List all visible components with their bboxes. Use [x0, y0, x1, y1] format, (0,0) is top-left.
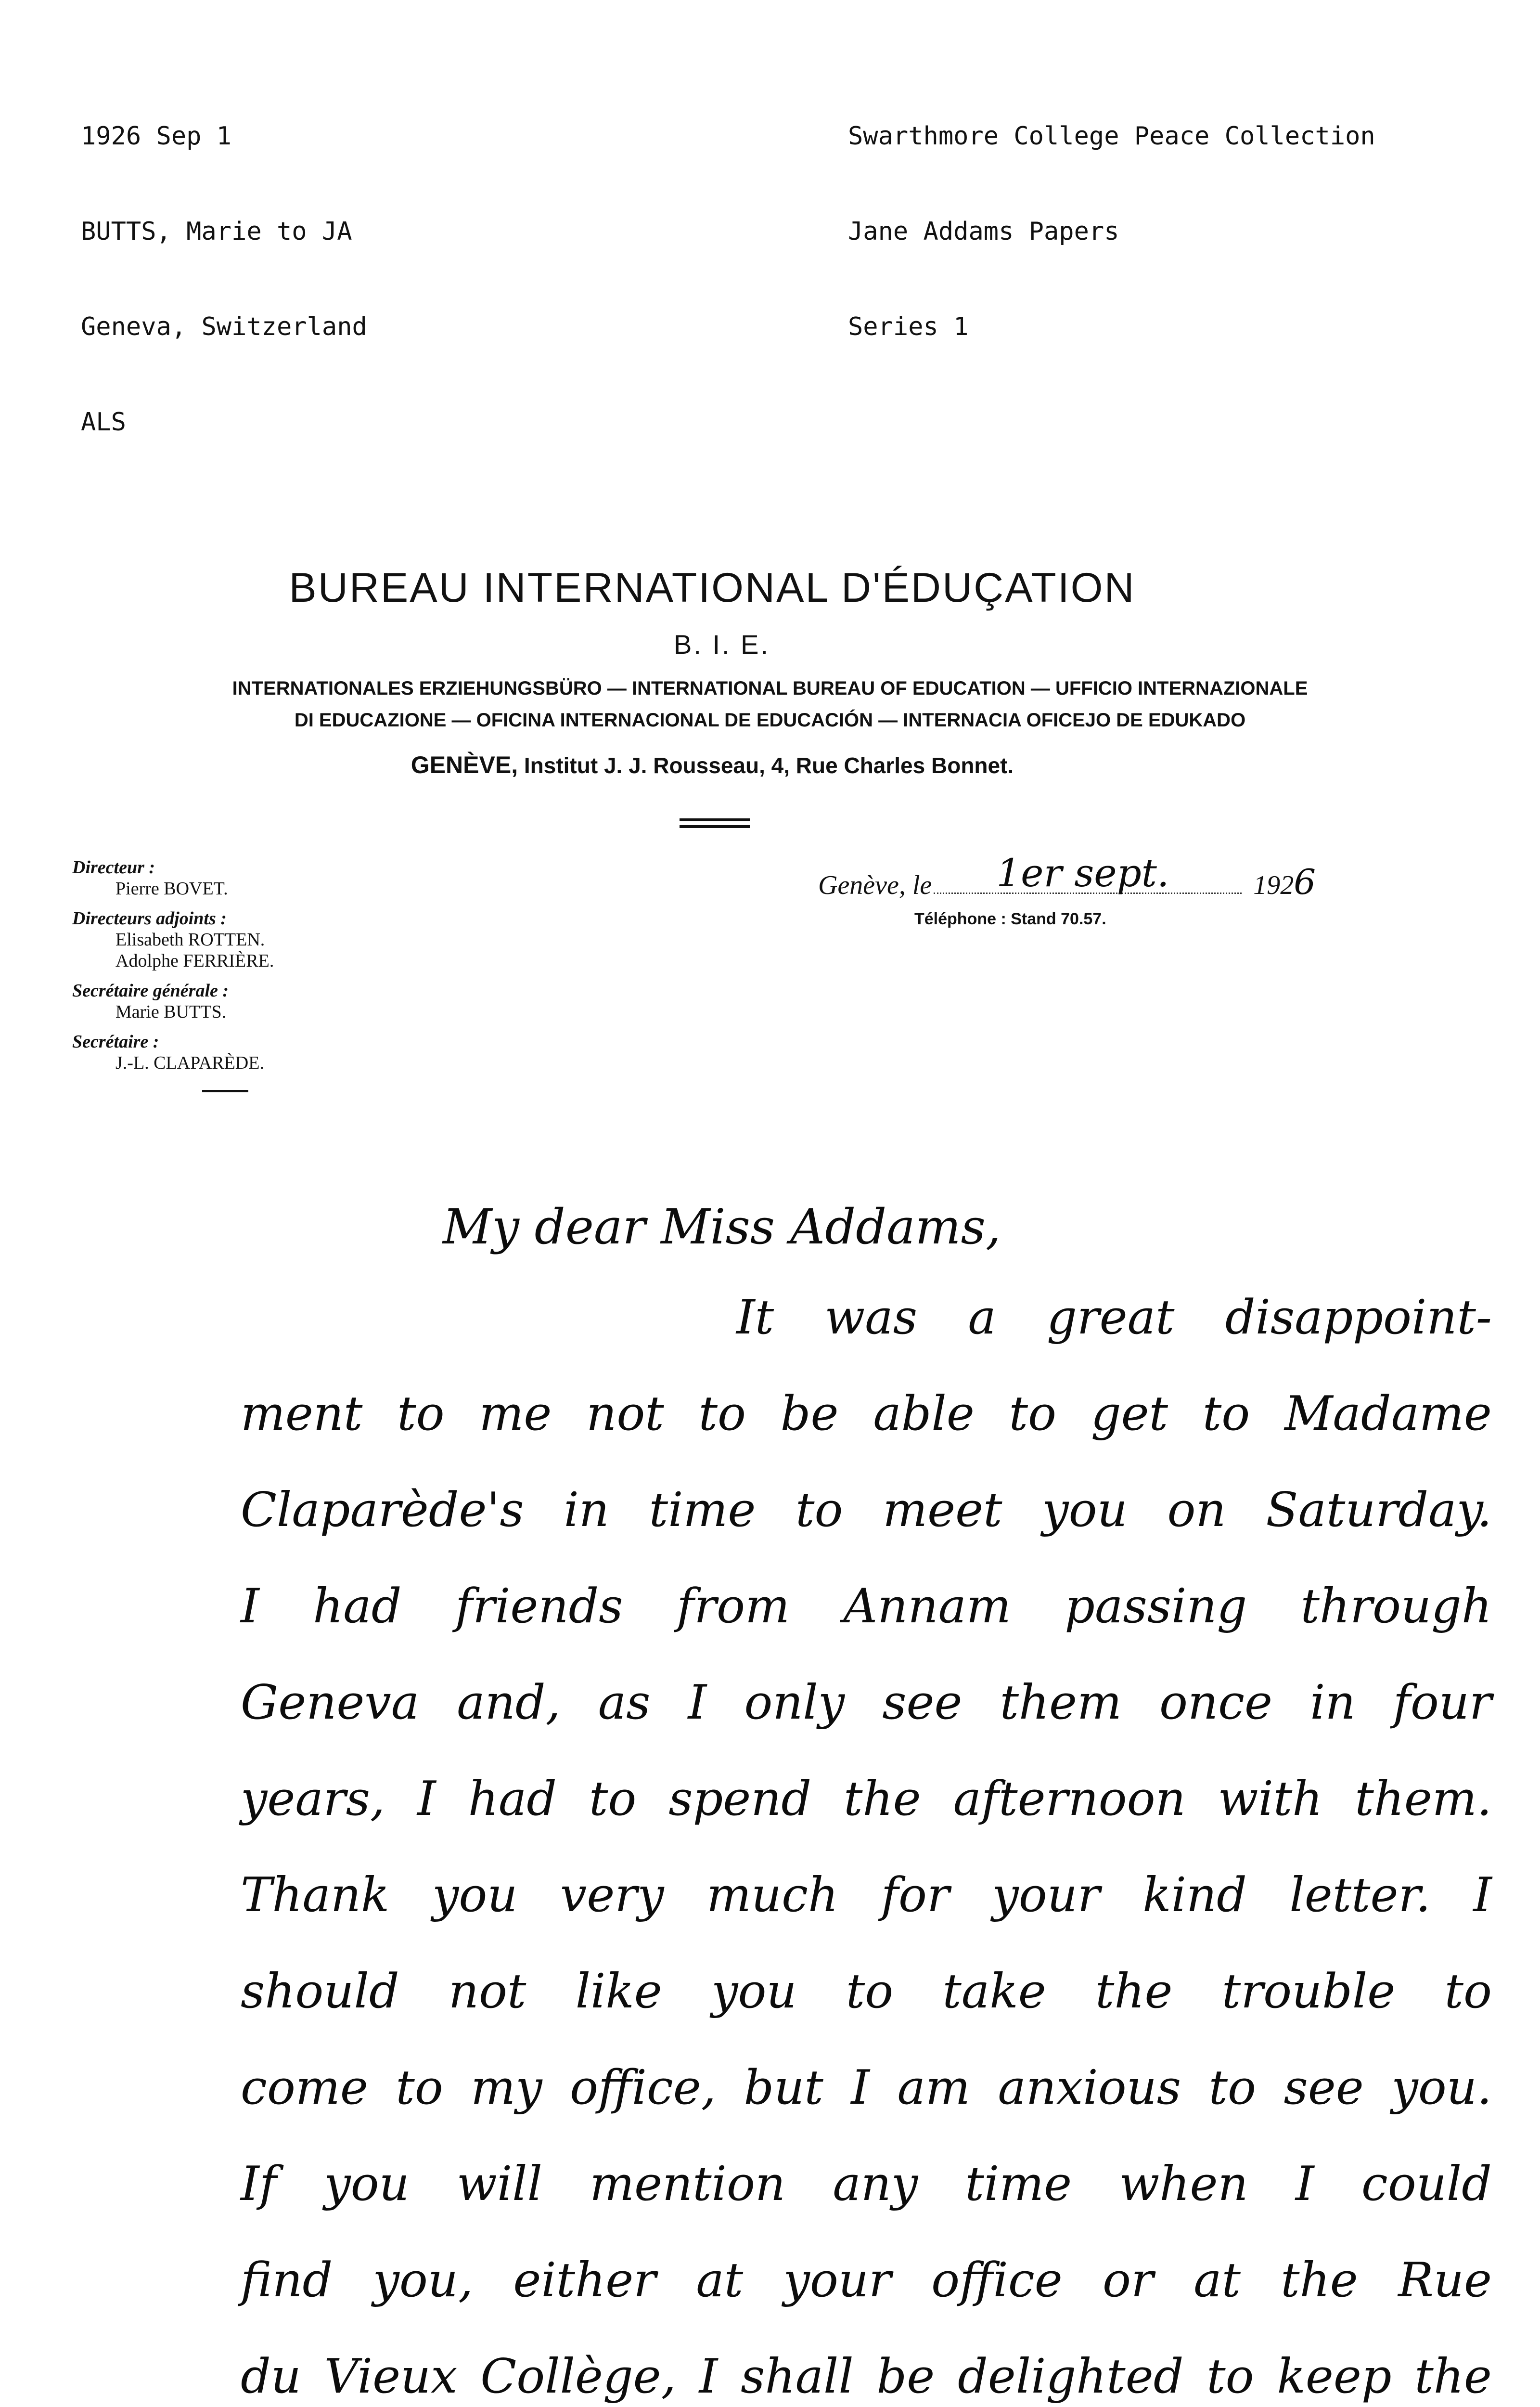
word: once — [1159, 1675, 1273, 1730]
staff-name: Marie BUTTS. — [116, 1002, 227, 1022]
word: I — [688, 1675, 707, 1730]
staff-name: Pierre BOVET. — [116, 879, 228, 899]
word: through — [1300, 1579, 1492, 1634]
dateline-handwritten-date: 1er sept. — [996, 851, 1169, 895]
letterhead-divider — [680, 818, 750, 828]
staff-secretaire — [72, 1031, 274, 1074]
dateline-fill-line — [934, 851, 1242, 895]
word: or — [1103, 2253, 1154, 2308]
word: but — [744, 2060, 823, 2115]
word: should — [241, 1964, 399, 2019]
archive-type: ALS — [81, 408, 126, 437]
word: with — [1218, 1772, 1323, 1826]
word: Annam — [843, 1579, 1011, 1634]
word: years, — [241, 1772, 385, 1826]
dateline-telephone: Téléphone : Stand 70.57. — [914, 910, 1106, 928]
word: time — [649, 1483, 756, 1538]
word: come — [241, 2060, 368, 2115]
word: Saturday. — [1266, 1483, 1492, 1538]
word: them — [1000, 1675, 1122, 1730]
word: spend — [668, 1772, 812, 1826]
word: able — [873, 1386, 975, 1441]
staff-role: Secrétaire générale : — [72, 981, 229, 1001]
dateline-year-handwritten: 6 — [1294, 862, 1316, 902]
word: see — [882, 1675, 962, 1730]
word: kind — [1142, 1868, 1247, 1923]
word: when — [1119, 2157, 1248, 2212]
word: am — [897, 2060, 970, 2115]
staff-role: Secrétaire : — [72, 1032, 159, 1052]
word: meet — [883, 1483, 1002, 1538]
word: office, — [570, 2060, 716, 2115]
archive-header-left — [81, 57, 367, 470]
archive-series: Series 1 — [848, 312, 969, 341]
word: trouble — [1221, 1964, 1396, 2019]
word: be — [876, 2349, 935, 2404]
word: had — [313, 1579, 402, 1634]
word: letter. — [1289, 1868, 1431, 1923]
word: shall — [741, 2349, 854, 2404]
word: Vieux — [324, 2349, 458, 2404]
staff-directeurs-adjoints — [72, 908, 274, 971]
word: at — [1194, 2253, 1241, 2308]
word: disappoint- — [1225, 1290, 1492, 1345]
word: to — [846, 1964, 894, 2019]
word: the — [1095, 1964, 1173, 2019]
word: in — [1310, 1675, 1356, 1730]
letter-line — [241, 1675, 1492, 1772]
dateline-place: Genève, le — [818, 870, 932, 900]
word: your — [992, 1868, 1100, 1923]
word: them. — [1355, 1772, 1492, 1826]
letterhead-title: BUREAU INTERNATIONAL D'ÉDUÇATION — [289, 565, 1136, 611]
word: mention — [590, 2157, 786, 2212]
word: see — [1283, 2060, 1364, 2115]
word: to — [589, 1772, 637, 1826]
word: I — [1295, 2157, 1314, 2212]
staff-divider — [202, 1090, 248, 1092]
word: a — [968, 1290, 996, 1345]
staff-name: Elisabeth ROTTEN. — [116, 930, 265, 950]
archive-papers: Jane Addams Papers — [848, 217, 1119, 246]
letter-line — [241, 1964, 1492, 2060]
word: ment — [241, 1386, 363, 1441]
dateline — [818, 851, 1316, 902]
word: to — [1206, 2349, 1254, 2404]
word: not — [448, 1964, 526, 2019]
archive-correspondents: BUTTS, Marie to JA — [81, 217, 352, 246]
word: to — [1009, 1386, 1057, 1441]
staff-name: J.-L. CLAPARÈDE. — [116, 1053, 264, 1073]
word: like — [575, 1964, 662, 2019]
word: keep — [1277, 2349, 1392, 2404]
word: your — [783, 2253, 891, 2308]
word: the — [1281, 2253, 1358, 2308]
archive-collection: Swarthmore College Peace Collection — [848, 122, 1375, 151]
word: delighted — [958, 2349, 1184, 2404]
word: Thank — [241, 1868, 390, 1923]
word: had — [468, 1772, 557, 1826]
word: not — [586, 1386, 664, 1441]
word: you — [324, 2157, 410, 2212]
word: you. — [1391, 2060, 1492, 2115]
word: much — [706, 1868, 839, 1923]
letter-line — [241, 1483, 1492, 1579]
staff-role: Directeurs adjoints : — [72, 908, 227, 929]
word: passing — [1065, 1579, 1247, 1634]
word: either — [513, 2253, 656, 2308]
word: to — [1202, 1386, 1250, 1441]
word: I — [241, 1579, 259, 1634]
word: to — [396, 2060, 443, 2115]
word: I — [699, 2349, 718, 2404]
word: to — [397, 1386, 445, 1441]
word: time — [965, 2157, 1072, 2212]
word: on — [1167, 1483, 1226, 1538]
word: very — [560, 1868, 664, 1923]
word: anxious — [998, 2060, 1181, 2115]
letter-line — [241, 1772, 1492, 1868]
archive-date: 1926 Sep 1 — [81, 122, 232, 151]
letter-line — [241, 2060, 1492, 2157]
letter-body — [241, 1290, 1492, 2407]
word: my — [471, 2060, 542, 2115]
word: in — [564, 1483, 609, 1538]
word: afternoon — [953, 1772, 1186, 1826]
word: will — [457, 2157, 542, 2212]
dateline-year-printed: 192 — [1253, 870, 1294, 900]
word: I — [1473, 1868, 1492, 1923]
word: four — [1393, 1675, 1492, 1730]
word: Claparède's — [241, 1483, 524, 1538]
staff-role: Directeur : — [72, 857, 155, 878]
word: to — [796, 1483, 843, 1538]
word: office — [931, 2253, 1063, 2308]
archive-place: Geneva, Switzerland — [81, 312, 367, 341]
word: great — [1047, 1290, 1175, 1345]
letterhead-address — [241, 751, 1184, 779]
word: to — [1444, 1964, 1492, 2019]
word: Collège, — [480, 2349, 676, 2404]
word: from — [676, 1579, 790, 1634]
word: me — [479, 1386, 552, 1441]
staff-list — [72, 857, 274, 1092]
letter-salutation: My dear Miss Addams, — [443, 1199, 1001, 1255]
word: Geneva — [241, 1675, 420, 1730]
word: you — [1042, 1483, 1128, 1538]
word: Madame — [1284, 1386, 1492, 1441]
word: to — [698, 1386, 746, 1441]
word: to — [1208, 2060, 1256, 2115]
word: I — [417, 1772, 436, 1826]
letter-line — [241, 1868, 1492, 1964]
word: It — [736, 1290, 774, 1345]
word: I — [851, 2060, 870, 2115]
word: only — [744, 1675, 845, 1730]
word: at — [696, 2253, 744, 2308]
letter-line — [241, 2253, 1492, 2349]
word: find — [241, 2253, 333, 2308]
staff-secretaire-generale — [72, 980, 274, 1022]
word: as — [598, 1675, 651, 1730]
word: could — [1361, 2157, 1492, 2212]
letter-line — [241, 1386, 1492, 1483]
letter-line — [241, 2157, 1492, 2253]
word: you — [711, 1964, 797, 2019]
letterhead-acronym: B. I. E. — [673, 629, 770, 660]
archive-header-right — [848, 57, 1375, 375]
word: take — [942, 1964, 1046, 2019]
letterhead-languages-2: DI EDUCAZIONE — OFICINA INTERNACIONAL DE EDUCACIÓN — INTERNACIA OFICEJO DE EDUKADO — [294, 710, 1246, 731]
letterhead-languages-1: INTERNATIONALES ERZIEHUNGSBÜRO — INTERNATIONAL BUREAU OF EDUCATION — UFFICIO INTERNAZIONALE — [232, 678, 1308, 699]
word: you, — [372, 2253, 474, 2308]
letter-line — [241, 1579, 1492, 1675]
word: If — [241, 2157, 277, 2212]
word: get — [1091, 1386, 1168, 1441]
word: any — [833, 2157, 918, 2212]
word: you — [432, 1868, 518, 1923]
letter-line — [241, 2349, 1492, 2407]
address-city: GENÈVE, — [411, 751, 518, 778]
address-institute: Institut J. J. Rousseau, 4, Rue Charles Bonnet. — [524, 753, 1014, 778]
staff-directeur — [72, 857, 274, 899]
word: was — [824, 1290, 918, 1345]
word: the — [844, 1772, 921, 1826]
word: friends — [455, 1579, 623, 1634]
word: for — [881, 1868, 950, 1923]
word: du — [241, 2349, 301, 2404]
letter-line — [736, 1290, 1492, 1386]
word: Rue — [1398, 2253, 1492, 2308]
word: the — [1414, 2349, 1492, 2404]
word: be — [780, 1386, 839, 1441]
staff-name: Adolphe FERRIÈRE. — [116, 951, 274, 971]
word: and, — [457, 1675, 561, 1730]
